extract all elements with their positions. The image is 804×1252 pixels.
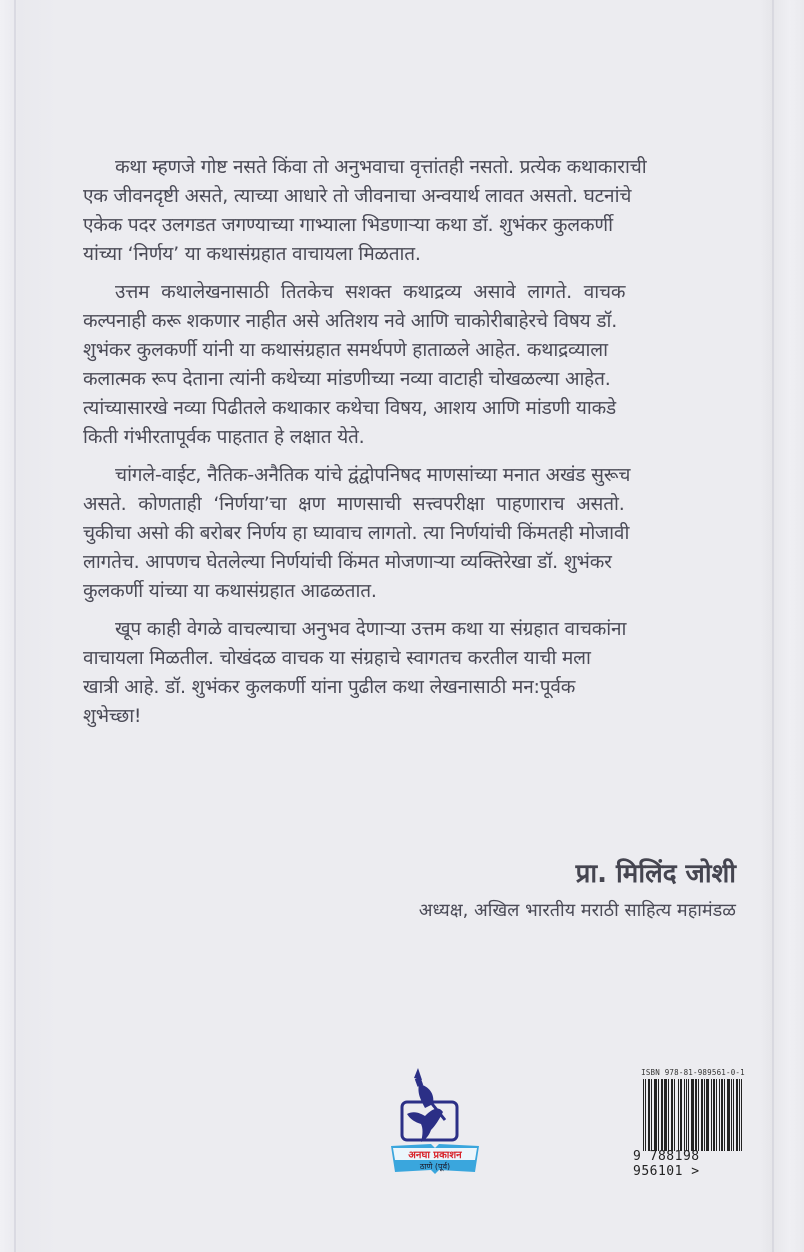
text-line: त्यांच्यासारखे नव्या पिढीतले कथाकार कथेचा विषय, आशय आणि मांडणी याकडे bbox=[83, 397, 617, 419]
text-line: यांच्या ‘निर्णय’ या कथासंग्रहात वाचायला मिळतात. bbox=[83, 243, 421, 265]
text-line: कलात्मक रूप देताना त्यांनी कथेच्या मांडणीच्या नव्या वाटाही चोखळल्या आहेत. bbox=[83, 368, 611, 390]
text-line: चांगले-वाईट, नैतिक-अनैतिक यांचे द्वंद्वोपनिषद माणसांच्या मनात अखंड सुरूच bbox=[115, 464, 631, 486]
publisher-logo bbox=[385, 1068, 485, 1178]
right-edge-shade bbox=[772, 0, 774, 1252]
text-line: चुकीचा असो की बरोबर निर्णय हा घ्यावाच लागतो. त्या निर्णयांची किंमतही मोजावी bbox=[83, 522, 630, 544]
text-line: कथा म्हणजे गोष्ट नसते किंवा तो अनुभवाचा वृत्तांतही नसतो. प्रत्येक कथाकाराची bbox=[115, 156, 647, 178]
text-line: कुलकर्णी यांच्या या कथासंग्रहात आढळतात. bbox=[83, 580, 377, 602]
author-title: अध्यक्ष, अखिल भारतीय मराठी साहित्य महामंडळ bbox=[418, 900, 736, 921]
paragraph-1 bbox=[83, 153, 743, 269]
text-line: एक जीवनदृष्टी असते, त्याच्या आधारे तो जीवनाचा अन्वयार्थ लावत असतो. घटनांचे bbox=[83, 185, 632, 207]
text-line: शुभेच्छा! bbox=[83, 705, 142, 727]
author-name: प्रा. मिलिंद जोशी bbox=[575, 859, 736, 889]
text-line: वाचायला मिळतील. चोखंदळ वाचक या संग्रहाचे स्वागतच करतील याची मला bbox=[83, 647, 591, 669]
paragraph-4 bbox=[83, 615, 743, 731]
text-line: शुभंकर कुलकर्णी यांनी या कथासंग्रहात समर्थपणे हाताळले आहेत. कथाद्रव्याला bbox=[83, 339, 608, 361]
publisher-name: अनघा प्रकाशन bbox=[408, 1150, 462, 1161]
text-line: एकेक पदर उलगडत जगण्याच्या गाभ्याला भिडणाऱ्या कथा डॉ. शुभंकर कुलकर्णी bbox=[83, 214, 613, 236]
text-line: उत्तम कथालेखनासाठी तितकेच सशक्त कथाद्रव्य असावे लागते. वाचक bbox=[115, 281, 626, 303]
barcode-bars bbox=[643, 1079, 749, 1151]
paragraph-2 bbox=[83, 278, 743, 452]
text-line: असते. कोणताही ‘निर्णया’चा क्षण माणसाची सत्त्वपरीक्षा पाहणाराच असतो. bbox=[83, 493, 625, 515]
signature-block bbox=[419, 856, 736, 926]
text-line: किती गंभीरतापूर्वक पाहतात हे लक्षात येते. bbox=[83, 426, 365, 448]
left-edge-shade bbox=[14, 0, 16, 1252]
text-line: खात्री आहे. डॉ. शुभंकर कुलकर्णी यांना पुढील कथा लेखनासाठी मन:पूर्वक bbox=[83, 676, 576, 698]
dove-pen-book-icon bbox=[385, 1068, 485, 1178]
publisher-location: ठाणे (पूर्व) bbox=[419, 1162, 451, 1171]
paragraph-3 bbox=[83, 461, 743, 606]
text-line: खूप काही वेगळे वाचल्याचा अनुभव देणाऱ्या उत्तम कथा या संग्रहात वाचकांना bbox=[115, 618, 627, 640]
foreword-text bbox=[83, 153, 743, 731]
text-line: कल्पनाही करू शकणार नाहीत असे अतिशय नवे आणि चाकोरीबाहेरचे विषय डॉ. bbox=[83, 310, 618, 332]
isbn-digits: 9 788198 956101 > bbox=[633, 1149, 700, 1179]
isbn-barcode bbox=[633, 1068, 753, 1179]
isbn-label: ISBN 978-81-989561-0-1 bbox=[641, 1068, 745, 1077]
text-line: लागतेच. आपणच घेतलेल्या निर्णयांची किंमत मोजणाऱ्या व्यक्तिरेखा डॉ. शुभंकर bbox=[83, 551, 612, 573]
